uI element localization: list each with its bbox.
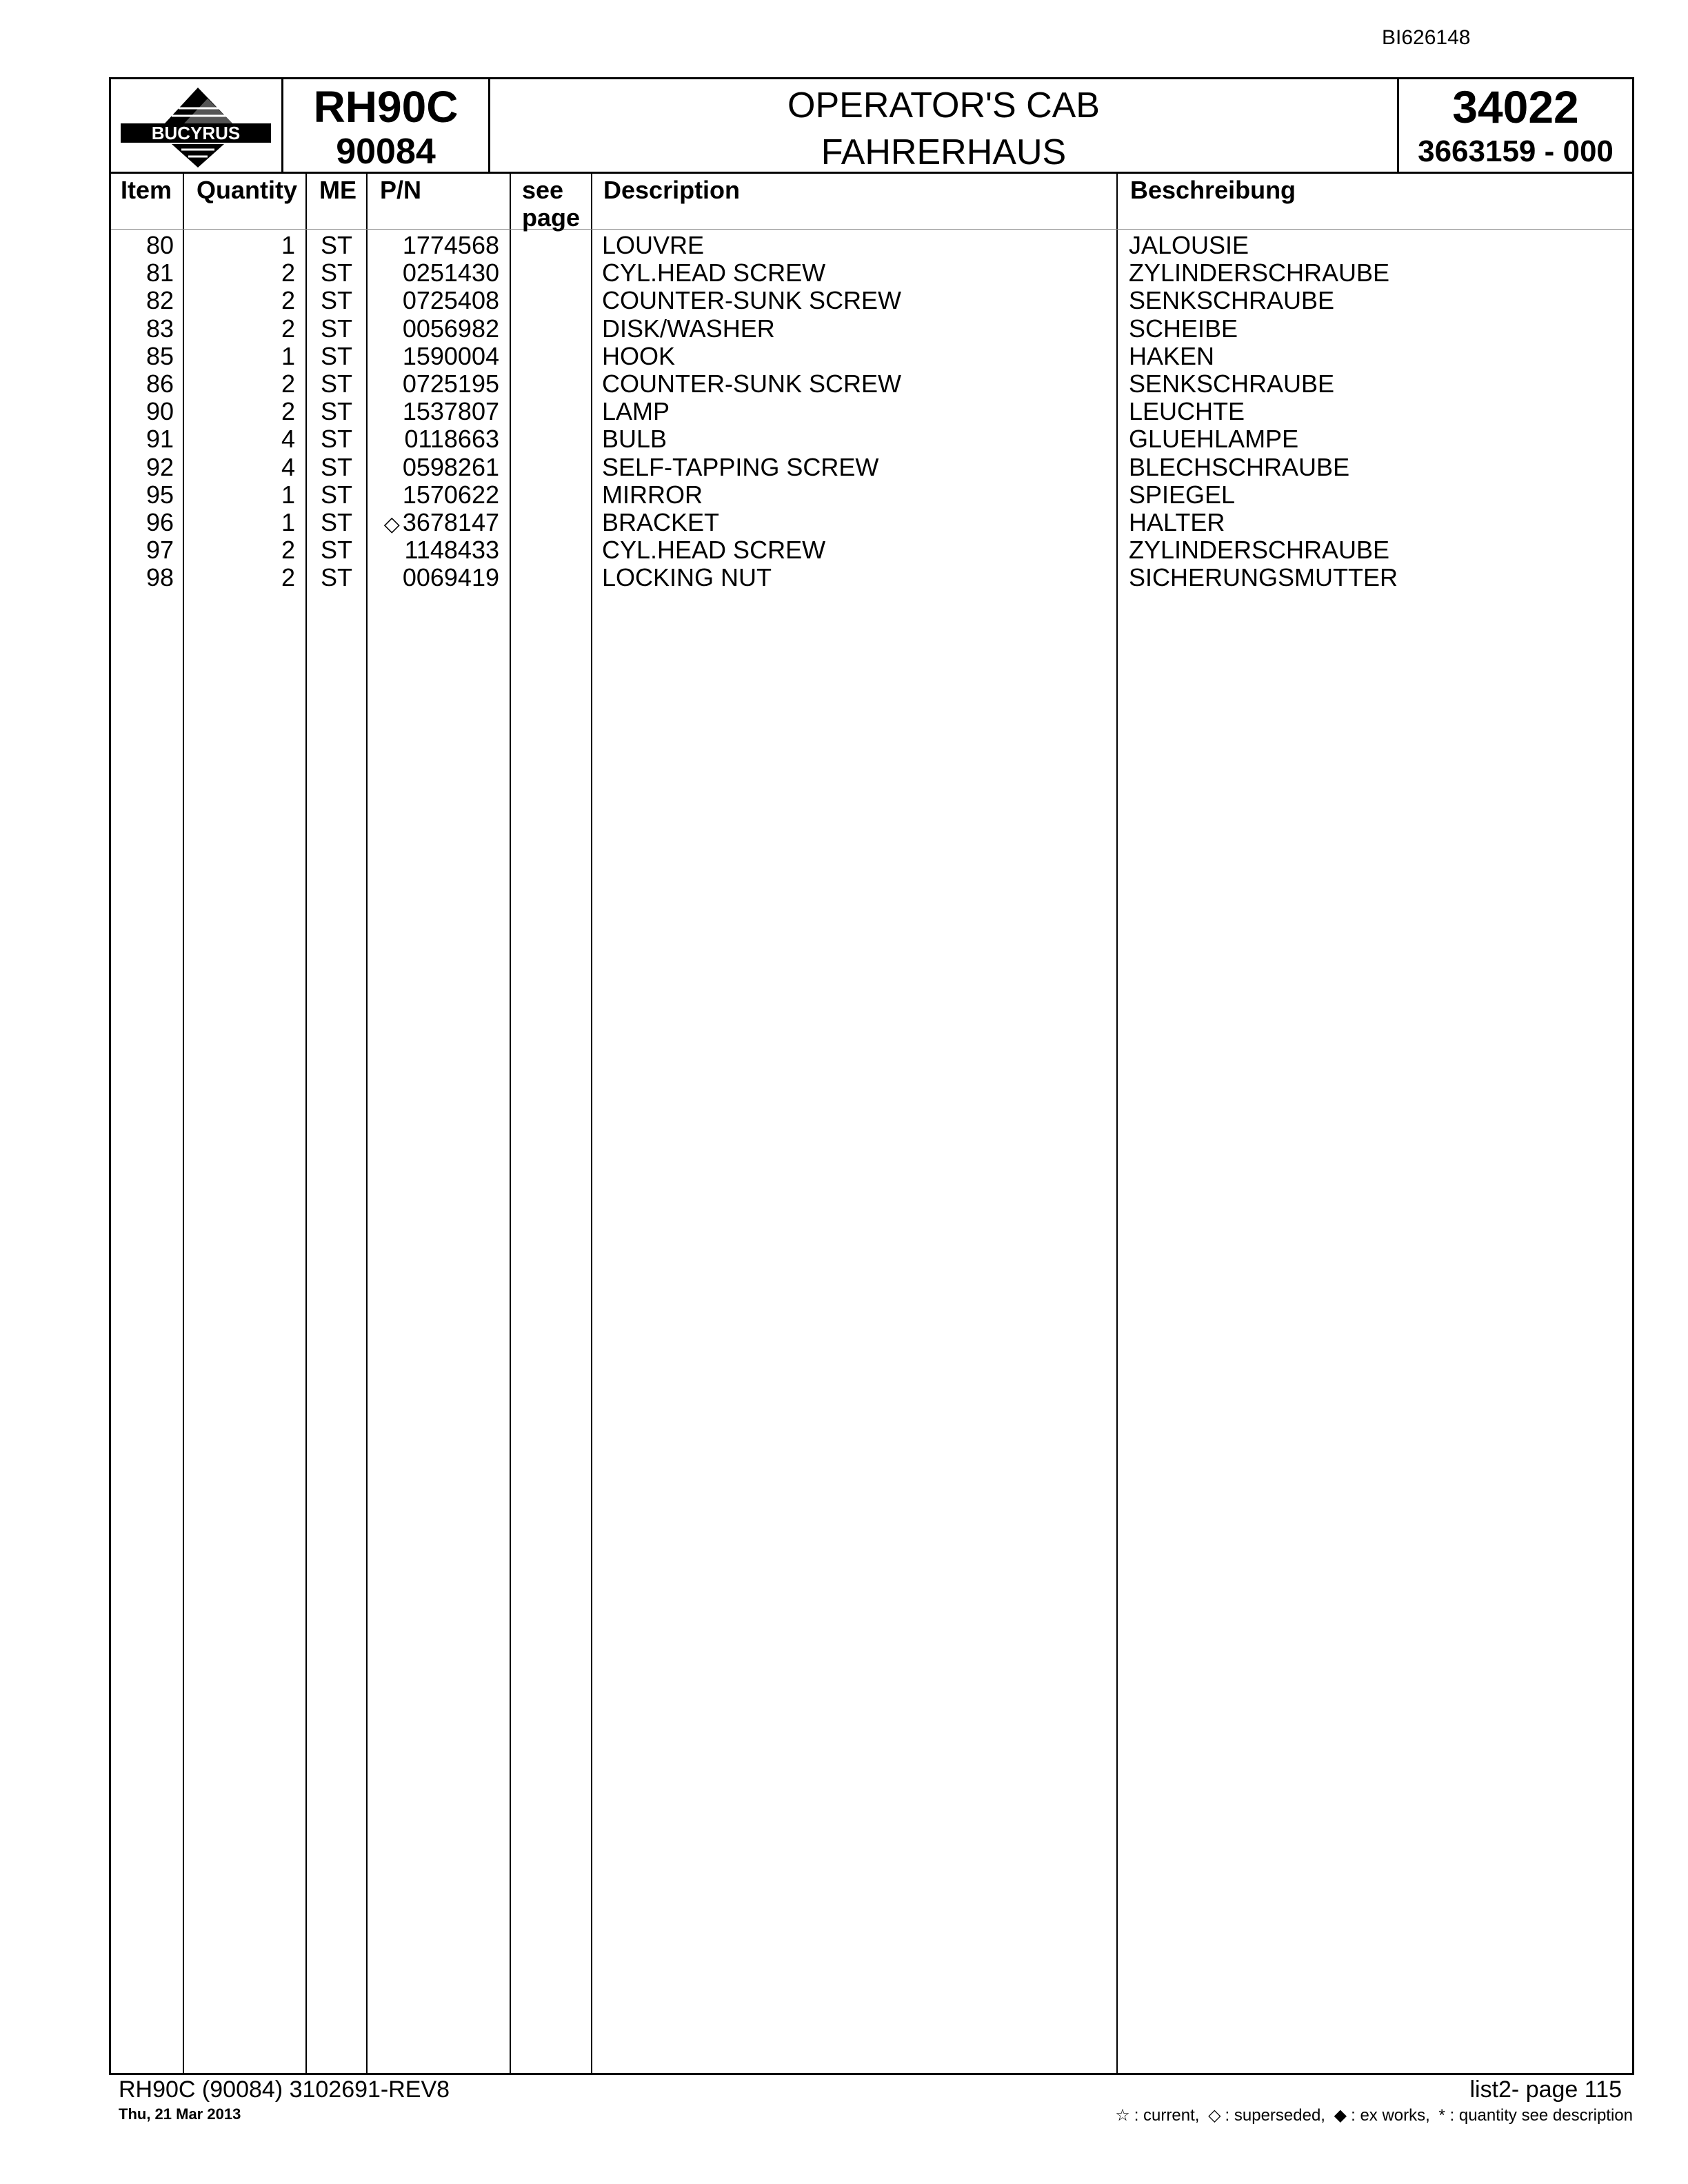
footer-date: Thu, 21 Mar 2013 xyxy=(119,2105,241,2123)
column-header-item: Item xyxy=(121,176,172,204)
table-row: 91 4 ST 0118663 BULB GLUEHLAMPE xyxy=(145,425,1299,454)
logo-text: BUCYRUS xyxy=(151,123,241,143)
title-english: OPERATOR'S CAB xyxy=(787,85,1100,125)
diamond-filled-icon: ◆ xyxy=(1334,2106,1347,2125)
diamond-outline-icon: ◇ xyxy=(1208,2106,1221,2125)
title-cell xyxy=(490,79,1399,172)
parts-table xyxy=(109,174,1634,2075)
column-header-pn: P/N xyxy=(380,176,422,204)
column-header-me: ME xyxy=(319,176,356,204)
model-cell xyxy=(283,79,490,172)
footer-document-ref: RH90C (90084) 3102691-REV8 xyxy=(119,2076,450,2103)
table-row: 80 1 ST 1774568 LOUVRE JALOUSIE xyxy=(145,231,1249,259)
model-name: RH90C xyxy=(313,82,459,132)
star-icon: ☆ xyxy=(1115,2106,1130,2125)
table-row: 83 2 ST 0056982 DISK/WASHER SCHEIBE xyxy=(145,314,1238,343)
logo-cell xyxy=(111,79,283,172)
table-row: 92 4 ST 0598261 SELF-TAPPING SCREW BLECHSCHRAUBE xyxy=(145,452,1350,481)
model-number: 90084 xyxy=(336,132,436,172)
table-row: 81 2 ST 0251430 CYL.HEAD SCREW ZYLINDERSCHRAUBE xyxy=(145,259,1390,287)
table-row: 98 2 ST 0069419 LOCKING NUT SICHERUNGSMUTTER xyxy=(145,563,1398,592)
footer-legend: ☆ : current, ◇ : superseded, ◆ : ex works, * : quantity see description xyxy=(1115,2106,1633,2125)
table-row: 82 2 ST 0725408 COUNTER-SUNK SCREW SENKSCHRAUBE xyxy=(145,286,1335,315)
table-row: 86 2 ST 0725195 COUNTER-SUNK SCREW SENKSCHRAUBE xyxy=(145,369,1335,398)
column-header-see-page: see page xyxy=(522,176,581,232)
table-row: 85 1 ST 1590004 HOOK HAKEN xyxy=(145,341,1215,370)
table-row: 95 1 ST 1570622 MIRROR SPIEGEL xyxy=(145,480,1236,509)
group-number: 34022 xyxy=(1452,81,1579,132)
page-header xyxy=(109,77,1634,174)
superseded-diamond-icon: ◇ xyxy=(383,512,400,536)
code-cell xyxy=(1399,79,1632,172)
document-id: BI626148 xyxy=(1382,26,1471,49)
title-german: FAHRERHAUS xyxy=(821,132,1067,172)
table-row: 97 2 ST 1148433 CYL.HEAD SCREW ZYLINDERSCHRAUBE xyxy=(145,536,1390,565)
table-body xyxy=(111,232,1632,592)
header-divider xyxy=(111,229,1632,230)
table-row: 96 1 ST ◇ 3678147 BRACKET HALTER xyxy=(145,507,1225,536)
column-header-quantity: Quantity xyxy=(197,176,298,204)
bucyrus-logo xyxy=(117,83,275,170)
column-header-description: Description xyxy=(603,176,741,204)
column-header-beschreibung: Beschreibung xyxy=(1130,176,1296,204)
reference-number: 3663159 - 000 xyxy=(1418,134,1614,168)
table-row: 90 2 ST 1537807 LAMP LEUCHTE xyxy=(145,397,1245,426)
footer-page-number: list2- page 115 xyxy=(1469,2076,1622,2103)
